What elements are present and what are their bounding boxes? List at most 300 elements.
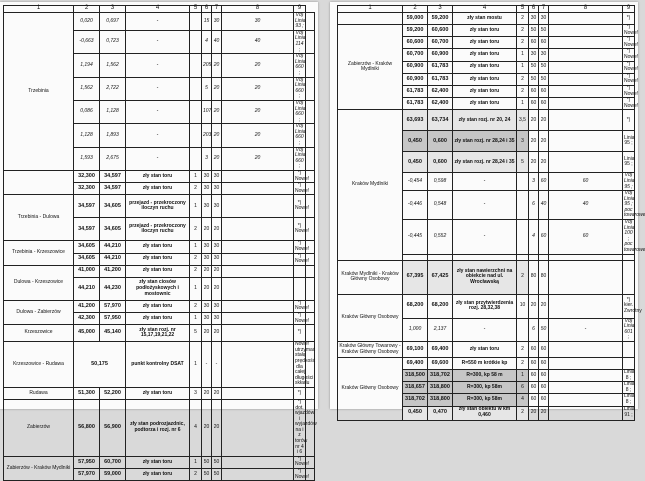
cell-col-3: 318,800 [428,394,453,406]
table-row [4,325,315,342]
cell-col-4: - [126,54,190,77]
table-row [338,260,635,294]
cell-col-7: 30 [212,253,222,265]
cell-col-5: 1 [190,171,202,183]
cell-col-2: 61,783 [403,98,428,110]
cell-col-6: 203 [202,124,212,147]
cell-col-3: 0,723 [100,30,126,53]
cell-col-6: 205 [202,54,212,77]
cell-col-9: *) Nowe! [295,311,310,324]
cell-col-6: 60 [529,358,539,370]
cell-col-8 [549,98,623,110]
restrictions-table-left [3,5,315,481]
cell-col-7: 30 [212,312,222,324]
cell-col-8 [549,85,623,97]
cell-col-2: 1,000 [403,318,428,341]
cell-col-9: Vd) Linia 660 ; [295,123,306,147]
cell-col-4: zły stan ciosów podłożyskowych i mostownic [126,277,190,300]
column-header-4: 4 [453,6,517,13]
cell-col-9: Nowe! utrzymać stałą prędkość dla całej długości składu [295,341,316,387]
cell-col-4: zły stan podrozjazdnic, podtorza i rozj. nr 6 [126,399,190,456]
column-header-9: 9 [623,6,635,13]
column-header-5: 5 [517,6,529,13]
cell-col-5: 2 [190,253,202,265]
cell-col-2: 67,395 [403,260,428,294]
cell-col-4: zły stan toru [126,171,190,183]
cell-col-6: 60 [529,37,539,49]
location-cell: Dulowa - Krzeszowice [4,265,74,300]
cell-col-9: Vd) Linia 601 ; [624,317,635,341]
cell-col-3: 68,200 [428,294,453,318]
cell-col-2: 41,200 [74,300,100,312]
cell-col-5: 2 [190,218,202,241]
cell-col-4: R=550 m krótkie kp [453,358,517,370]
cell-col-9: Vd) Linia 114 ; [295,29,306,53]
cell-col-8 [222,387,294,399]
cell-col-5 [517,173,529,191]
location-cell: Kraków Mydlniki [338,110,403,260]
cell-col-3: 0,600 [428,152,453,173]
cell-col-9: *) Nowe! [624,36,639,48]
cell-col-8 [549,358,623,370]
cell-col-2: 32,300 [74,183,100,195]
cell-col-8 [222,171,294,183]
cell-col-9 [294,265,306,277]
cell-col-4: punkt kontrolny DSAT [126,342,190,388]
cell-col-2: 60,700 [403,49,428,61]
cell-col-2: 57,950 [74,456,100,468]
cell-col-8: 20 [222,147,294,170]
cell-col-5: 2 [517,406,529,420]
cell-col-6: 20 [529,152,539,173]
location-cell [4,171,74,195]
cell-col-7: 20 [212,77,222,100]
cell-col-2: 41,000 [74,265,100,277]
cell-col-7: 60 [539,173,549,191]
cell-col-9: *) Nowe! [624,48,639,60]
cell-col-6: 20 [529,110,539,131]
cell-col-6: 30 [202,300,212,312]
cell-col-3: 0,470 [428,406,453,420]
location-cell: Dulowa - Zabierzów [4,300,74,324]
cell-col-4: zły stan przytwierdzenia rozj. 28,32,38 [453,294,517,318]
cell-col-9 [623,342,635,358]
cell-col-4: - [453,173,517,191]
table-row [4,387,315,399]
cell-col-5: 2 [517,25,529,37]
cell-col-2: -0,454 [403,173,428,191]
location-cell: Kraków Główny Osobowy [338,294,403,341]
cell-col-3: 60,600 [428,25,453,37]
location-cell: Krzeszowice - Rudawa [4,342,74,388]
cell-col-8: 40 [549,191,623,220]
cell-col-5 [517,191,529,220]
cell-col-5: 4 [190,399,202,456]
cell-col-3: 1,128 [100,100,126,123]
column-header-2: 2 [403,6,428,13]
cell-col-9: *) Nowe! [624,24,639,36]
cell-col-4: zły stan toru [126,265,190,277]
cell-col-5: 2 [517,260,529,294]
cell-col-10 [306,399,315,456]
table-row [338,110,635,131]
cell-col-6: 60 [529,382,539,394]
cell-col-3: 34,605 [100,195,126,218]
cell-col-9: *) Nowe! [295,240,310,252]
cell-col-4: zły stan toru [453,73,517,85]
cell-col-3: 52,200 [100,387,126,399]
cell-col-5: 1 [517,61,529,73]
cell-col-4: zły stan toru [453,37,517,49]
cell-col-5: 2 [517,342,529,358]
cell-col-5: 2 [517,85,529,97]
column-header-4: 4 [126,6,190,13]
cell-col-6: 30 [202,183,212,195]
cell-col-5: 2 [190,265,202,277]
cell-col-2: 61,783 [403,85,428,97]
header-row [338,6,635,13]
cell-col-5 [190,147,202,170]
cell-col-7: 60 [539,85,549,97]
cell-col-3: 2,675 [100,147,126,170]
cell-col-4: zły stan toru [453,49,517,61]
cell-col-4: zły stan mostu [453,13,517,25]
cell-col-8 [549,131,623,152]
cell-col-2: 68,200 [403,294,428,318]
table-row [338,13,635,25]
cell-col-9: *) Nowe! [295,182,310,194]
location-cell: Zabierzów - Kraków Mydlniki [338,25,403,110]
cell-col-7: 20 [539,294,549,318]
cell-col-8 [222,277,294,300]
cell-col-6: 60 [529,85,539,97]
cell-col-6: 15 [202,13,212,31]
cell-col-8 [222,312,294,324]
cell-col-8 [222,253,294,265]
column-header-2: 2 [74,6,100,13]
cell-col-3: 1,893 [100,124,126,147]
cell-col-8 [222,218,294,241]
cell-col-7: 50 [212,469,222,481]
cell-col-8 [549,37,623,49]
cell-col-5 [190,124,202,147]
cell-col-7: 80 [539,260,549,294]
location-cell: Krzeszowice [4,325,74,342]
cell-col-9: *) Nowe! [295,455,310,468]
cell-col-6: 20 [202,325,212,342]
cell-col-10 [306,277,315,300]
cell-col-6: 20 [202,218,212,241]
cell-col-7: 20 [212,325,222,342]
cell-col-2: 32,300 [74,171,100,183]
cell-col-6: 20 [202,277,212,300]
cell-col-6: 60 [529,342,539,358]
cell-col-2: -0,445 [403,220,428,255]
column-header-5: 5 [190,6,202,13]
cell-col-8: 40 [222,30,294,53]
cell-col-3: 59,200 [428,13,453,25]
cell-col-8 [549,152,623,173]
cell-col-4: zły stan toru [126,300,190,312]
cell-col-3: 44,210 [100,241,126,253]
cell-col-5: 3 [517,131,529,152]
cell-col-7: 30 [212,195,222,218]
cell-col-9: Linia 8 ; [624,381,635,393]
cell-col-6: 50 [202,456,212,468]
cell-col-3: 2,137 [428,318,453,341]
cell-col-4: R=300, kp 58m [453,382,517,394]
column-header-9: 9 [294,6,306,13]
cell-col-10 [306,124,315,147]
cell-col-9: Vd) Linia 660 ; [295,99,306,123]
cell-col-5: 1 [190,277,202,300]
cell-col-5: 5 [190,325,202,342]
cell-col-2: -0,663 [74,30,100,53]
cell-col-2: 34,597 [74,195,100,218]
cell-col-5: 3 [190,387,202,399]
cell-col-5: 2 [190,300,202,312]
table-row [4,265,315,277]
cell-col-3: 69,600 [428,358,453,370]
cell-col-4: przejazd - przekroczony iloczyn ruchu [126,218,190,241]
cell-col-6: 20 [529,406,539,420]
cell-col-6: 4 [529,220,539,255]
cell-col-5: 2 [517,13,529,25]
cell-col-3: 59,000 [100,469,126,481]
cell-col-7: 30 [212,300,222,312]
cell-col-9: *) Nowe! [295,468,310,480]
location-cell: Kraków Główny Towarowy - Kraków Główny Osobowy [338,342,403,358]
right-document-page [330,2,645,419]
table-row [338,358,635,370]
location-cell: Trzebinia [4,13,74,171]
cell-col-3: 44,210 [100,253,126,265]
location-cell: Zabierzów - Kraków Mydlniki [4,456,74,480]
cell-col-10 [306,387,315,399]
cell-col-5: 1 [517,98,529,110]
cell-col-5: 6 [517,382,529,394]
cell-col-10 [306,265,315,277]
cell-col-6: 30 [202,241,212,253]
cell-col-2: 60,600 [403,37,428,49]
cell-col-9: *) Nowe! [295,299,310,312]
cell-col-9: Linia 8 ; [624,393,635,405]
cell-col-6: 30 [202,253,212,265]
table-row [338,294,635,318]
cell-col-8: 20 [222,124,294,147]
cell-col-8 [222,342,294,388]
cell-col-5: 1 [517,49,529,61]
cell-col-2: -0,446 [403,191,428,220]
cell-col-4: zły stan toru [126,469,190,481]
cell-col-4: - [453,220,517,255]
cell-col-7: 50 [539,318,549,341]
cell-col-9: *) Nowe! [624,60,639,73]
cell-col-5 [190,30,202,53]
cell-col-3: 67,425 [428,260,453,294]
cell-col-9: Vd) Linia 95 ; [624,172,635,190]
cell-col-4: zły stan toru [453,98,517,110]
cell-col-3: 0,697 [100,13,126,31]
cell-col-6: 60 [529,370,539,382]
header-row [4,6,315,13]
cell-col-6: 20 [529,294,539,318]
cell-col-2: 59,200 [403,25,428,37]
cell-col-5: 2 [190,183,202,195]
cell-col-7: 30 [212,241,222,253]
cell-col-9 [294,277,306,300]
cell-col-7: 30 [212,171,222,183]
cell-col-7: 20 [212,277,222,300]
cell-col-9: *) Nowe! [294,195,306,218]
table-row [4,456,315,468]
cell-col-2: 0,450 [403,406,428,420]
column-header-3: 3 [428,6,453,13]
cell-col-7: 20 [212,387,222,399]
cell-col-4: zły stan rozj. nr 28,24 i 35 [453,152,517,173]
cell-col-8 [549,49,623,61]
cell-col-3: 57,970 [100,300,126,312]
cell-col-9: Vd) Linia 660 ; [295,146,306,170]
cell-col-9: Linia 8 ; [624,369,635,381]
cell-col-6: 30 [202,171,212,183]
cell-col-4: zły stan toru [126,183,190,195]
cell-col-4: zły stan toru [126,253,190,265]
column-header-7: 7 [539,6,549,13]
cell-col-6: 20 [529,131,539,152]
cell-col-3: 2,722 [100,77,126,100]
cell-col-4: zły stan toru [453,61,517,73]
cell-col-7: 20 [539,131,549,152]
cell-col-7: 30 [212,13,222,31]
column-header-8: 8 [549,6,623,13]
cell-col-5 [190,100,202,123]
cell-col-4: zły stan toru [126,456,190,468]
cell-col-4: - [453,191,517,220]
cell-col-8 [222,265,294,277]
cell-col-5: 1 [190,456,202,468]
cell-col-4: zły stan toru [453,25,517,37]
cell-col-9: *) [623,13,635,25]
cell-col-3: 57,950 [100,312,126,324]
cell-col-9: *) [294,387,306,399]
cell-col-3: 63,734 [428,110,453,131]
table-row [338,25,635,37]
cell-col-8 [549,61,623,73]
cell-col-8 [222,325,294,342]
cell-col-4: zły stan toru [453,342,517,358]
cell-col-7: - [212,342,222,388]
cell-col-8 [549,13,623,25]
cell-col-8: 60 [549,173,623,191]
cell-col-7: 20 [212,100,222,123]
cell-col-7: 20 [212,54,222,77]
cell-col-7: 20 [212,124,222,147]
cell-col-9 [623,260,635,294]
cell-col-6: 20 [202,387,212,399]
table-row [4,13,315,31]
cell-col-9: Linia 95 ; [623,152,635,173]
cell-col-10 [306,13,315,31]
location-cell: Trzebinia - Krzeszowice [4,241,74,265]
cell-col-4: zły stan rozj. nr 20, 24 [453,110,517,131]
cell-col-4: - [453,318,517,341]
cell-col-4: zły stan rozj. nr 28,24 i 35 [453,131,517,152]
cell-col-3: 318,800 [428,382,453,394]
column-header-8: 8 [222,6,294,13]
cell-col-8 [549,25,623,37]
cell-col-9: Vd) Linia 93 ; [295,12,306,30]
cell-col-3: 61,783 [428,61,453,73]
cell-col-6: 80 [529,260,539,294]
cell-col-4: - [126,100,190,123]
cell-col-9: *) Nowe! [624,84,639,97]
cell-col-2: 0,450 [403,152,428,173]
cell-col-2: 1,593 [74,147,100,170]
cell-col-6: 30 [202,312,212,324]
cell-col-9: Linia 95 ; [623,131,635,152]
cell-col-5 [190,77,202,100]
cell-col-6: 3 [202,147,212,170]
cell-col-3: 56,900 [100,399,126,456]
cell-col-3: 1,562 [100,54,126,77]
table-row [4,399,315,456]
cell-col-6: 50 [202,469,212,481]
cell-col-10 [306,30,315,53]
cell-col-6: 6 [529,191,539,220]
location-cell: Kraków Mydlniki - Kraków Główny Osobowy [338,260,403,294]
cell-col-6: 60 [529,98,539,110]
cell-col-9 [623,358,635,370]
cell-col-7: 60 [539,358,549,370]
cell-col-7: 50 [539,73,549,85]
cell-col-6: 5 [202,77,212,100]
cell-col-5: 2 [517,73,529,85]
cell-col-5: 2 [190,469,202,481]
cell-col-8 [549,342,623,358]
cell-col-3: 0,548 [428,191,453,220]
cell-col-6: 3 [529,173,539,191]
cell-col-5: 1 [517,370,529,382]
cell-col-8 [222,469,294,481]
cell-col-9: *) Nowe! [624,97,639,109]
cell-col-6: 30 [529,49,539,61]
column-header-7: 7 [212,6,222,13]
cell-col-4: zły stan nawierzchni na obiekcie nad ul. Wrocławską [453,260,517,294]
cell-col-4: - [126,124,190,147]
cell-col-3: 69,400 [428,342,453,358]
table-row [4,195,315,218]
cell-col-4: zły stan toru [126,387,190,399]
cell-col-9: *) [623,110,635,131]
cell-col-3: 60,700 [428,37,453,49]
cell-col-8 [549,260,623,294]
cell-col-2: 45,000 [74,325,100,342]
cell-col-8 [222,183,294,195]
cell-col-7: 30 [212,183,222,195]
cell-col-7: 50 [539,61,549,73]
cell-col-2: 0,086 [74,100,100,123]
cell-col-8: 20 [222,77,294,100]
cell-col-8 [222,399,294,456]
cell-col-8 [222,241,294,253]
cell-col-3: 34,597 [100,183,126,195]
column-header-6: 6 [202,6,212,13]
cell-col-4: zły stan rozj. nr 15,17,19,21,22 [126,325,190,342]
cell-col-2: 57,970 [74,469,100,481]
cell-col-8 [549,382,623,394]
cell-col-7: 20 [212,265,222,277]
